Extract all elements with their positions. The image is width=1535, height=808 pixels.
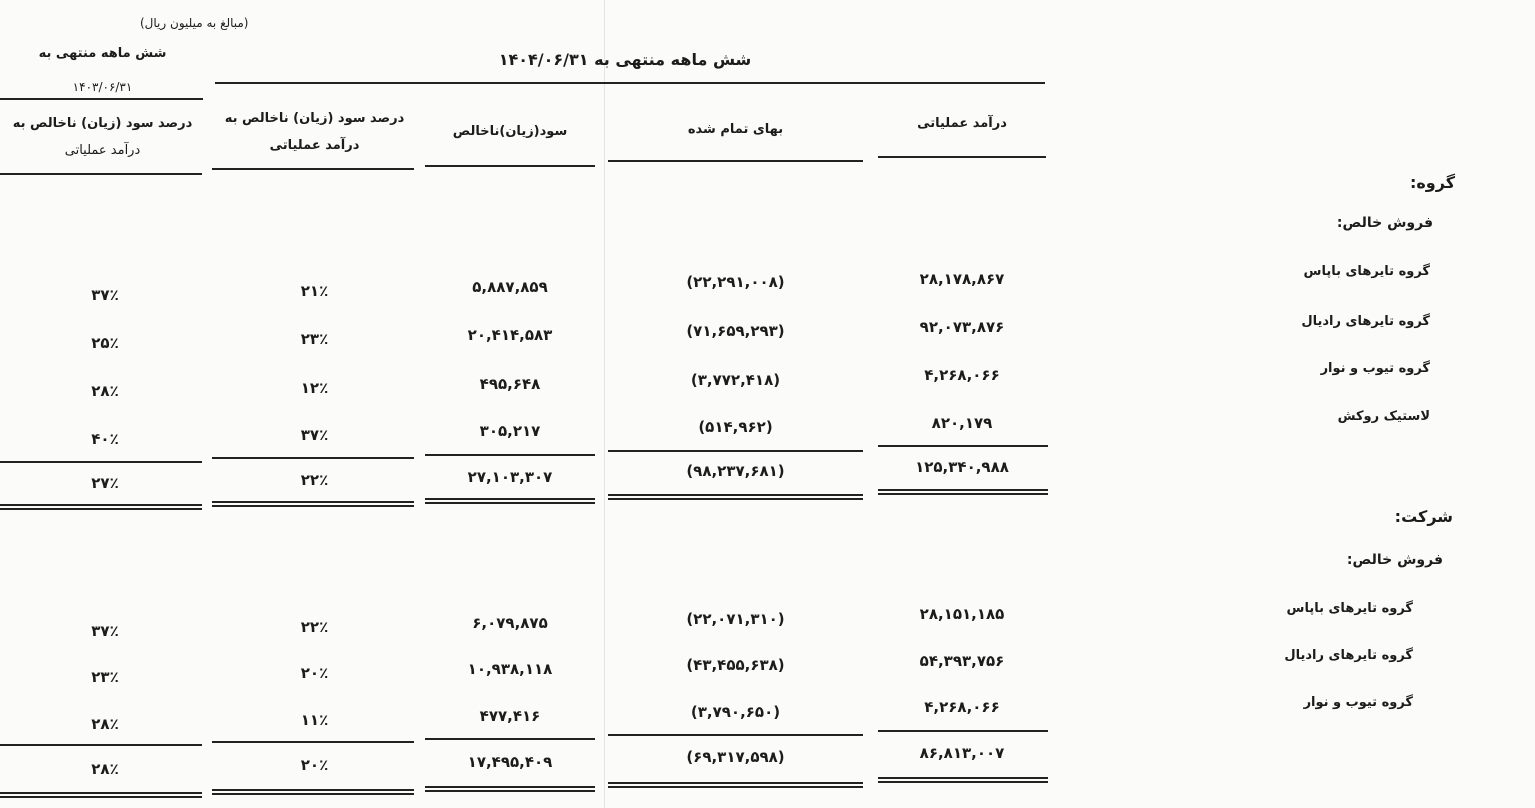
company-total-double-rule bbox=[0, 792, 202, 798]
group-subtotal-rule-revenue bbox=[878, 445, 1048, 447]
gross-profit-cell: ۲۰,۴۱۴,۵۸۳ bbox=[467, 326, 553, 344]
company-total-double-rule bbox=[878, 777, 1048, 783]
cost-cell: (۲۲,۲۹۱,۰۰۸) bbox=[686, 273, 785, 291]
total-revenue-cell: ۱۲۵,۳۴۰,۹۸۸ bbox=[915, 458, 1009, 476]
total-gross-profit-cell: ۱۷,۴۹۵,۴۰۹ bbox=[467, 753, 553, 771]
current-period-rule bbox=[215, 82, 1045, 84]
margin-cell: ۳۷٪ bbox=[300, 426, 329, 444]
header-rule-cost bbox=[608, 160, 863, 162]
group-total-double-rule bbox=[0, 504, 202, 510]
total-gross-profit-cell: ۲۷,۱۰۳,۳۰۷ bbox=[467, 468, 553, 486]
cost-cell: (۵۱۴,۹۶۲) bbox=[698, 418, 773, 436]
gross-profit-cell: ۶,۰۷۹,۸۷۵ bbox=[472, 614, 548, 632]
revenue-cell: ۵۴,۳۹۳,۷۵۶ bbox=[919, 652, 1005, 670]
prior-margin-cell: ۲۳٪ bbox=[91, 668, 119, 686]
current-period-title: شش ماهه منتهی به ۱۴۰۴/۰۶/۳۱ bbox=[498, 50, 752, 69]
prior-margin-cell: ۲۵٪ bbox=[91, 334, 119, 352]
gross-profit-cell: ۳۰۵,۲۱۷ bbox=[479, 422, 541, 440]
margin-cell: ۲۲٪ bbox=[300, 618, 329, 636]
group-total-double-rule bbox=[212, 501, 414, 507]
group-subtotal-rule-cost bbox=[608, 450, 863, 452]
revenue-cell: ۲۸,۱۵۱,۱۸۵ bbox=[919, 605, 1005, 623]
revenue-cell: ۴,۲۶۸,۰۶۶ bbox=[924, 366, 1000, 384]
margin-cell: ۲۱٪ bbox=[300, 282, 329, 300]
prior-period-rule bbox=[0, 98, 203, 100]
row-label: گروه تیوب و نوار bbox=[1320, 361, 1430, 376]
company-section-subtitle: فروش خالص: bbox=[1346, 552, 1443, 568]
gross-profit-cell: ۵,۸۸۷,۸۵۹ bbox=[472, 278, 548, 296]
header-rule-revenue bbox=[878, 156, 1046, 158]
group-subtotal-rule-margin bbox=[212, 457, 414, 459]
margin-cell: ۲۳٪ bbox=[300, 330, 329, 348]
cost-cell: (۳,۷۷۲,۴۱۸) bbox=[690, 371, 781, 389]
prior-margin-cell: ۲۸٪ bbox=[91, 715, 119, 733]
revenue-cell: ۲۸,۱۷۸,۸۶۷ bbox=[919, 270, 1005, 288]
margin-cell: ۲۰٪ bbox=[300, 664, 329, 682]
revenue-cell: ۸۲۰,۱۷۹ bbox=[931, 414, 993, 432]
col-header-revenue: درآمد عملیاتی bbox=[917, 116, 1007, 131]
page-fold-line bbox=[604, 0, 605, 808]
company-total-double-rule bbox=[425, 786, 595, 792]
row-label: گروه تیوب و نوار bbox=[1303, 695, 1413, 710]
total-cost-cell: (۹۸,۲۳۷,۶۸۱) bbox=[686, 462, 785, 480]
col-header-margin-current: درصد سود (زیان) ناخالص به درآمد عملیاتی bbox=[224, 111, 405, 153]
row-label: گروه تایرهای رادیال bbox=[1301, 314, 1430, 329]
header-rule-gross bbox=[425, 165, 595, 167]
prior-margin-cell: ۴۰٪ bbox=[91, 430, 119, 448]
group-section-title: گروه: bbox=[1409, 173, 1455, 192]
margin-cell: ۱۲٪ bbox=[300, 379, 329, 397]
cost-cell: (۴۳,۴۵۵,۶۳۸) bbox=[686, 656, 785, 674]
cost-cell: (۷۱,۶۵۹,۲۹۳) bbox=[686, 322, 785, 340]
total-prior-margin-cell: ۲۸٪ bbox=[91, 760, 119, 778]
cost-cell: (۳,۷۹۰,۶۵۰) bbox=[690, 703, 781, 721]
units-note: (مبالغ به میلیون ریال) bbox=[140, 16, 249, 30]
row-label: لاستیک روکش bbox=[1337, 409, 1430, 424]
prior-period-date: ۱۴۰۳/۰۶/۳۱ bbox=[72, 80, 133, 94]
company-subtotal-rule-gross bbox=[425, 738, 595, 740]
total-revenue-cell: ۸۶,۸۱۳,۰۰۷ bbox=[919, 744, 1005, 762]
group-subtotal-rule-prior bbox=[0, 461, 202, 463]
total-margin-cell: ۲۲٪ bbox=[300, 471, 329, 489]
company-subtotal-rule-margin bbox=[212, 741, 414, 743]
company-subtotal-rule-cost bbox=[608, 734, 863, 736]
revenue-cell: ۹۲,۰۷۳,۸۷۶ bbox=[919, 318, 1005, 336]
cost-cell: (۲۲,۰۷۱,۳۱۰) bbox=[686, 610, 785, 628]
gross-profit-cell: ۴۷۷,۴۱۶ bbox=[479, 707, 541, 725]
group-total-double-rule bbox=[425, 498, 595, 504]
gross-profit-cell: ۴۹۵,۶۴۸ bbox=[479, 375, 541, 393]
total-margin-cell: ۲۰٪ bbox=[300, 756, 329, 774]
group-total-double-rule bbox=[878, 489, 1048, 495]
prior-period-title: شش ماهه منتهی به bbox=[38, 46, 167, 61]
col-header-gross-profit: سود(زیان)ناخالص bbox=[452, 124, 568, 139]
company-subtotal-rule-revenue bbox=[878, 730, 1048, 732]
group-section-subtitle: فروش خالص: bbox=[1336, 215, 1433, 231]
group-total-double-rule bbox=[608, 494, 863, 500]
header-rule-margin bbox=[212, 168, 414, 170]
row-label: گروه تایرهای رادیال bbox=[1284, 648, 1413, 663]
company-section-title: شرکت: bbox=[1394, 507, 1453, 526]
header-rule-prior bbox=[0, 173, 202, 175]
group-subtotal-rule-gross bbox=[425, 454, 595, 456]
prior-margin-cell: ۲۸٪ bbox=[91, 382, 119, 400]
row-label: گروه تایرهای باپاس bbox=[1303, 264, 1430, 279]
total-cost-cell: (۶۹,۳۱۷,۵۹۸) bbox=[686, 748, 785, 766]
row-label: گروه تایرهای باپاس bbox=[1286, 601, 1413, 616]
col-header-cost: بهای تمام شده bbox=[687, 122, 784, 137]
company-total-double-rule bbox=[212, 789, 414, 795]
prior-margin-cell: ۳۷٪ bbox=[91, 622, 119, 640]
col-header-margin-prior: درصد سود (زیان) ناخالص به درآمد عملیاتی bbox=[12, 116, 193, 158]
margin-cell: ۱۱٪ bbox=[300, 711, 329, 729]
total-prior-margin-cell: ۲۷٪ bbox=[91, 474, 119, 492]
prior-margin-cell: ۳۷٪ bbox=[91, 286, 119, 304]
revenue-cell: ۴,۲۶۸,۰۶۶ bbox=[924, 698, 1000, 716]
company-total-double-rule bbox=[608, 782, 863, 788]
gross-profit-cell: ۱۰,۹۳۸,۱۱۸ bbox=[467, 660, 553, 678]
company-subtotal-rule-prior bbox=[0, 744, 202, 746]
